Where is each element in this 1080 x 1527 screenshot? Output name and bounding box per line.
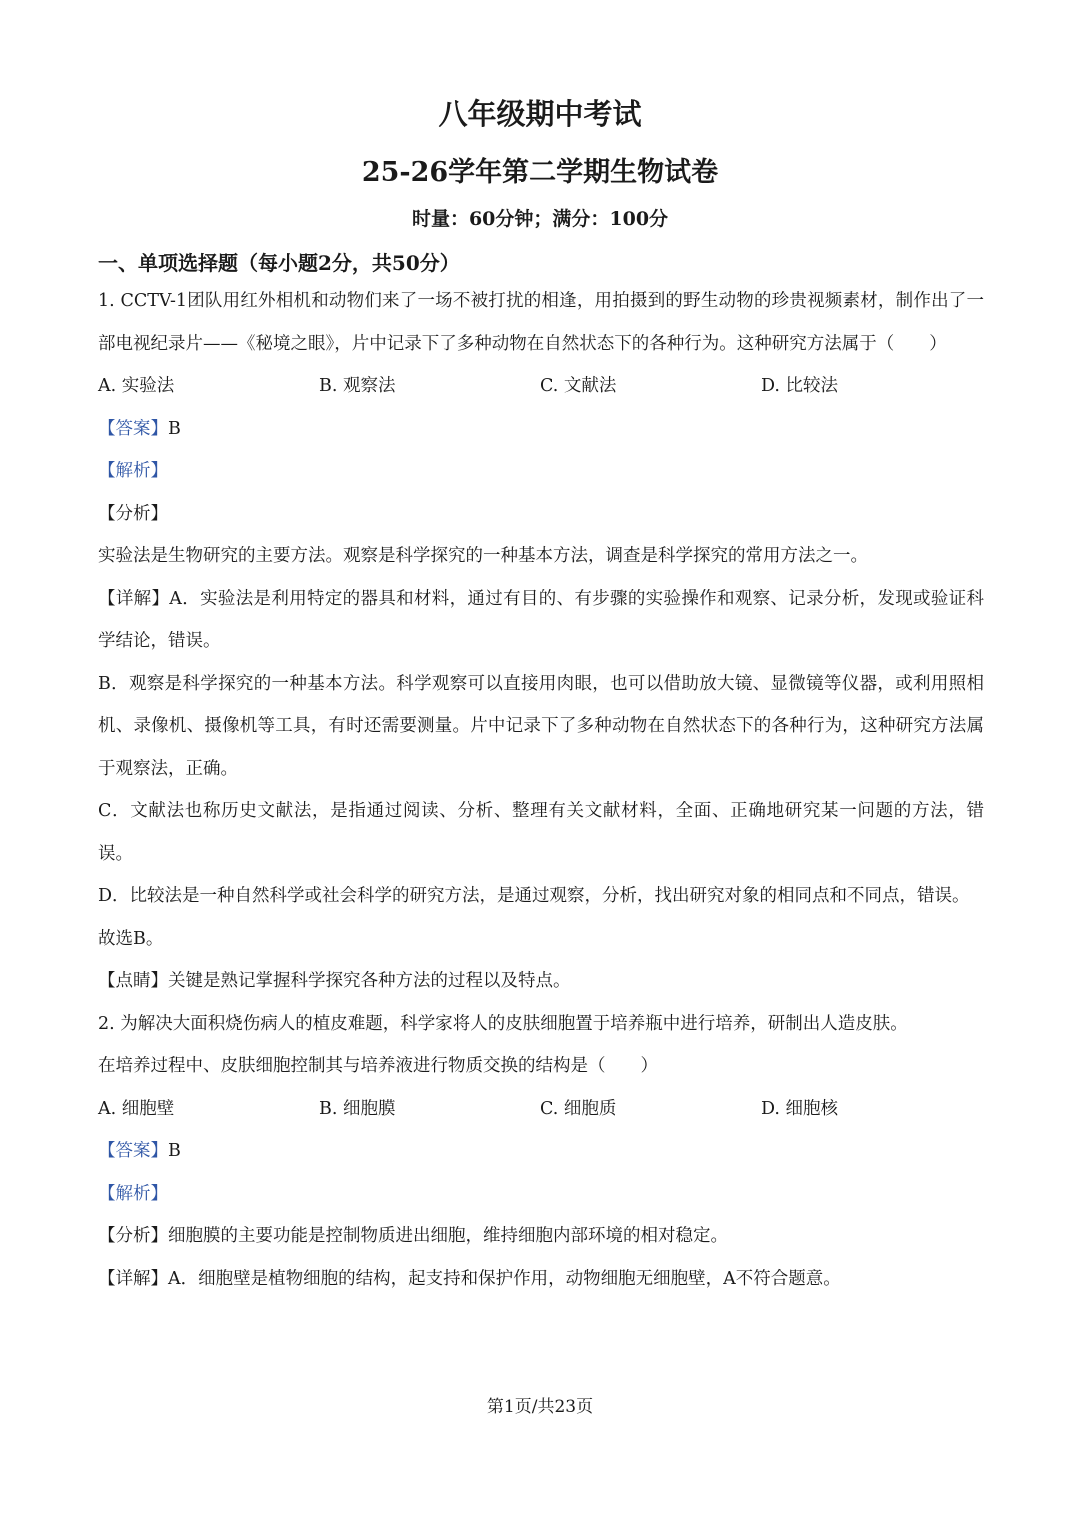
q1-analysis-label: 【解析】 xyxy=(98,461,168,481)
q1-detail-label: 【详解】 xyxy=(98,588,170,609)
q1-option-a: A. 实验法 xyxy=(98,376,175,396)
q2-fenxi xyxy=(98,1215,984,1258)
q1-detail-b: B．观察是科学探究的一种基本方法。科学观察可以直接用肉眼，也可以借助放大镜、显微镜等仪器，或利用照相机、录像机、摄像机等工具，有时还需要测量。片中记录下了多种动物在自然状态下的各种行为，这种研究方法属于观察法，正确。 xyxy=(98,673,984,779)
q1-conclusion: 故选B。 xyxy=(98,928,164,949)
q2-detail-a xyxy=(98,1258,984,1301)
q1-option-d: D. 比较法 xyxy=(761,376,839,396)
page-number: 第1页/共23页 xyxy=(486,1397,594,1417)
q1-answer-label: 【答案】 xyxy=(98,418,168,439)
q1-answer-value: B xyxy=(168,418,181,439)
q1-fenxi-label: 【分析】 xyxy=(98,503,168,524)
q1-dianjing-text: 关键是熟记掌握科学探究各种方法的过程以及特点。 xyxy=(168,971,571,991)
q2-answer-label: 【答案】 xyxy=(98,1141,168,1161)
q2-answer xyxy=(98,1130,984,1173)
q2-option-b: B. 细胞膜 xyxy=(319,1098,396,1119)
q1-dianjing-label: 【点睛】 xyxy=(98,971,168,991)
q1-answer xyxy=(98,408,984,451)
q1-detail-a-text: A．实验法是利用特定的器具和材料，通过有目的、有步骤的实验操作和观察、记录分析，发现或验证科学结论，错误。 xyxy=(98,588,984,651)
q2-option-c: C. 细胞质 xyxy=(540,1098,617,1119)
q2-detail-label: 【详解】 xyxy=(98,1268,168,1289)
q1-detail-d: D．比较法是一种自然科学或社会科学的研究方法，是通过观察，分析，找出研究对象的相同点和不同点，错误。 xyxy=(98,886,970,906)
exam-meta: 时量：60分钟；满分：100分 xyxy=(411,208,669,230)
q1-dianjing xyxy=(98,960,984,1003)
q1-stem: 1. CCTV-1团队用红外相机和动物们来了一场不被打扰的相逢，用拍摄到的野生动物的珍贵视频素材，制作出了一部电视纪录片——《秘境之眼》，片中记录下了多种动物在自然状态下的各种行为。这种研究方法属于（ ） xyxy=(98,291,984,354)
q1-options xyxy=(98,365,984,408)
q2-option-a: A. 细胞壁 xyxy=(98,1098,175,1119)
q2-analysis-label: 【解析】 xyxy=(98,1183,168,1204)
q2-option-d: D. 细胞核 xyxy=(761,1098,839,1119)
question-content xyxy=(98,280,984,1300)
exam-subtitle: 25-26学年第二学期生物试卷 xyxy=(361,157,719,188)
q2-stem-line1: 2. 为解决大面积烧伤病人的植皮难题，科学家将人的皮肤细胞置于培养瓶中进行培养，研制出人造皮肤。 xyxy=(98,1013,908,1034)
q1-option-c: C. 文献法 xyxy=(540,376,617,396)
q2-fenxi-text: 细胞膜的主要功能是控制物质进出细胞，维持细胞内部环境的相对稳定。 xyxy=(168,1226,728,1246)
exam-title: 八年级期中考试 xyxy=(438,97,642,131)
q1-fenxi-text: 实验法是生物研究的主要方法。观察是科学探究的一种基本方法，调查是科学探究的常用方法之一。 xyxy=(98,546,868,566)
q2-options xyxy=(98,1088,984,1131)
q2-answer-value: B xyxy=(168,1141,181,1161)
q1-detail-a xyxy=(98,578,984,663)
q2-detail-a-text: A．细胞壁是植物细胞的结构，起支持和保护作用，动物细胞无细胞壁，A不符合题意。 xyxy=(168,1268,841,1289)
q2-stem-line2: 在培养过程中、皮肤细胞控制其与培养液进行物质交换的结构是（ ） xyxy=(98,1056,658,1076)
q1-detail-c: C．文献法也称历史文献法，是指通过阅读、分析、整理有关文献材料，全面、正确地研究某一问题的方法，错误。 xyxy=(98,801,984,864)
q2-fenxi-label: 【分析】 xyxy=(98,1226,168,1246)
section-heading: 一、单项选择题（每小题2分，共50分） xyxy=(98,251,460,275)
q1-option-b: B. 观察法 xyxy=(319,376,396,396)
